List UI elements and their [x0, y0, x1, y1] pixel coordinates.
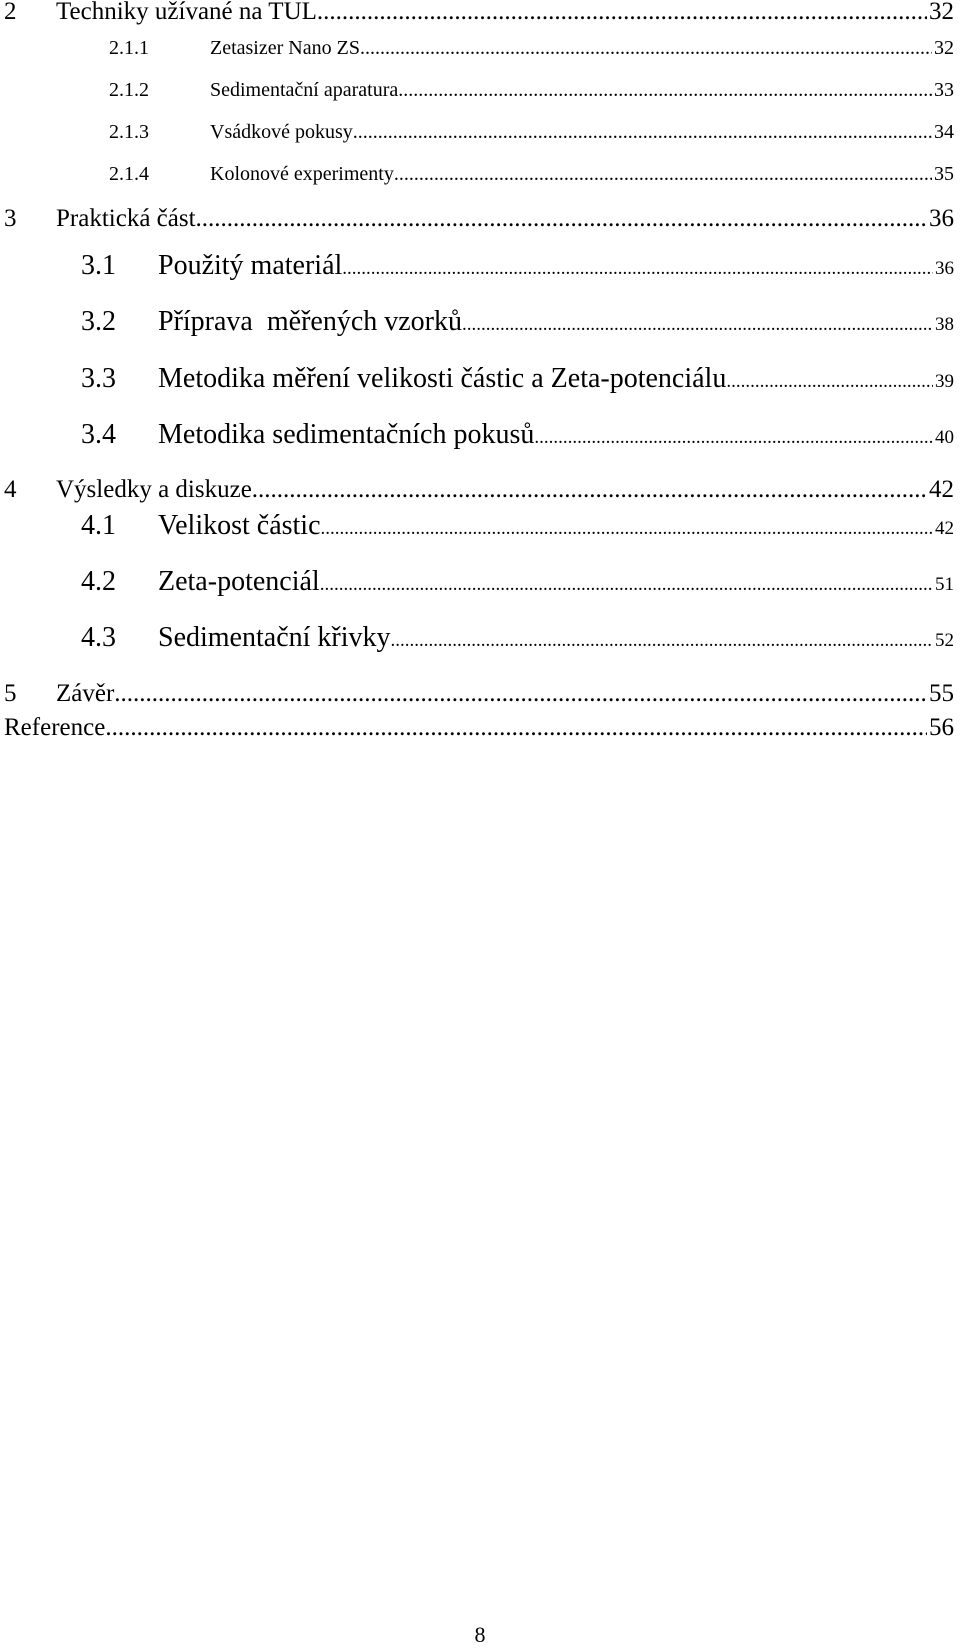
toc-entry-number: 2.1.4	[109, 163, 149, 185]
toc-entry-4-2[interactable]	[81, 566, 954, 598]
toc-entry-number: 2.1.2	[109, 79, 149, 101]
toc-entry-2-1-2[interactable]	[109, 79, 954, 102]
dot-leader	[534, 427, 933, 449]
toc-entry-number: 3.2	[81, 306, 116, 337]
toc-entry-title: Metodika měření velikosti částic a Zeta-potenciálu	[158, 363, 727, 394]
toc-entry-page: 36	[935, 258, 954, 279]
toc-entry-page: 42	[929, 476, 954, 503]
toc-entry-page: 38	[935, 314, 954, 335]
dot-leader	[321, 518, 933, 540]
toc-entry-title: Zeta-potenciál	[158, 566, 320, 597]
toc-entry-title: Použitý materiál	[158, 250, 343, 281]
toc-entry-3-2[interactable]	[81, 306, 954, 338]
toc-entry-2-1-3[interactable]	[109, 121, 954, 144]
toc-entry-page: 42	[935, 518, 954, 539]
toc-entry-number: 3	[4, 205, 17, 232]
toc-entry-title: Velikost částic	[158, 510, 321, 541]
toc-entry-2-1-1[interactable]	[109, 37, 954, 60]
toc-entry-number: 4.1	[81, 510, 116, 541]
toc-entry-page: 36	[929, 205, 954, 232]
toc-entry-title: Kolonové experimenty	[210, 163, 394, 185]
dot-leader	[462, 314, 933, 336]
toc-entry-title: Závěr	[56, 680, 115, 707]
dot-leader	[105, 714, 927, 742]
dot-leader	[317, 0, 927, 26]
toc-entry-number: 2.1.3	[109, 121, 149, 143]
toc-entry-4-3[interactable]	[81, 622, 954, 654]
toc-entry-number: 3.3	[81, 363, 116, 394]
dot-leader	[726, 371, 933, 393]
toc-entry-page: 33	[934, 79, 954, 101]
toc-entry-chapter-2[interactable]	[4, 0, 954, 26]
toc-entry-chapter-4[interactable]	[4, 476, 954, 504]
toc-entry-number: 2	[4, 0, 17, 25]
toc-entry-3-1[interactable]	[81, 250, 954, 282]
toc-entry-page: 39	[935, 371, 954, 392]
toc-entry-title: Vsádkové pokusy	[210, 121, 353, 143]
toc-entry-chapter-3[interactable]	[4, 205, 954, 233]
toc-entry-page: 32	[934, 37, 954, 59]
dot-leader	[353, 121, 932, 144]
toc-entry-page: 55	[929, 680, 954, 707]
toc-entry-page: 52	[935, 630, 954, 651]
toc-entry-3-3[interactable]	[81, 363, 954, 395]
dot-leader	[394, 163, 932, 186]
dot-leader	[196, 205, 927, 233]
toc-entry-title: Sedimentační aparatura	[210, 79, 399, 101]
toc-entry-3-4[interactable]	[81, 419, 954, 451]
dot-leader	[360, 37, 932, 60]
toc-entry-title: Praktická část	[56, 205, 196, 232]
toc-entry-number: 3.4	[81, 419, 116, 450]
toc-entry-4-1[interactable]	[81, 510, 954, 542]
toc-entry-title: Zetasizer Nano ZS	[210, 37, 360, 59]
toc-entry-2-1-4[interactable]	[109, 163, 954, 186]
toc-entry-number: 3.1	[81, 250, 116, 281]
toc-entry-page: 32	[929, 0, 954, 25]
toc-entry-reference[interactable]	[4, 714, 954, 742]
toc-entry-page: 40	[935, 427, 954, 448]
dot-leader	[342, 258, 933, 280]
toc-entry-page: 35	[934, 163, 954, 185]
toc-entry-number: 4	[4, 476, 17, 503]
toc-entry-page: 51	[935, 574, 954, 595]
toc-entry-number: 2.1.1	[109, 37, 149, 59]
dot-leader	[114, 680, 927, 708]
toc-entry-title: Techniky užívané na TUL	[56, 0, 317, 25]
dot-leader	[398, 79, 932, 102]
toc-entry-chapter-5[interactable]	[4, 680, 954, 708]
toc-entry-title: Metodika sedimentačních pokusů	[158, 419, 535, 450]
toc-entry-number: 4.2	[81, 566, 116, 597]
toc-entry-page: 34	[934, 121, 954, 143]
toc-entry-number: 5	[4, 680, 17, 707]
dot-leader	[320, 574, 933, 596]
toc-entry-title: Příprava měřených vzorků	[158, 306, 462, 337]
toc-entry-page: 56	[929, 714, 954, 741]
dot-leader	[391, 630, 933, 652]
toc-entry-number: 4.3	[81, 622, 116, 653]
page-number: 8	[474, 1622, 486, 1647]
toc-entry-title: Výsledky a diskuze	[56, 476, 252, 503]
toc-entry-title: Reference	[4, 714, 106, 741]
dot-leader	[252, 476, 927, 504]
toc-entry-title: Sedimentační křivky	[158, 622, 391, 653]
